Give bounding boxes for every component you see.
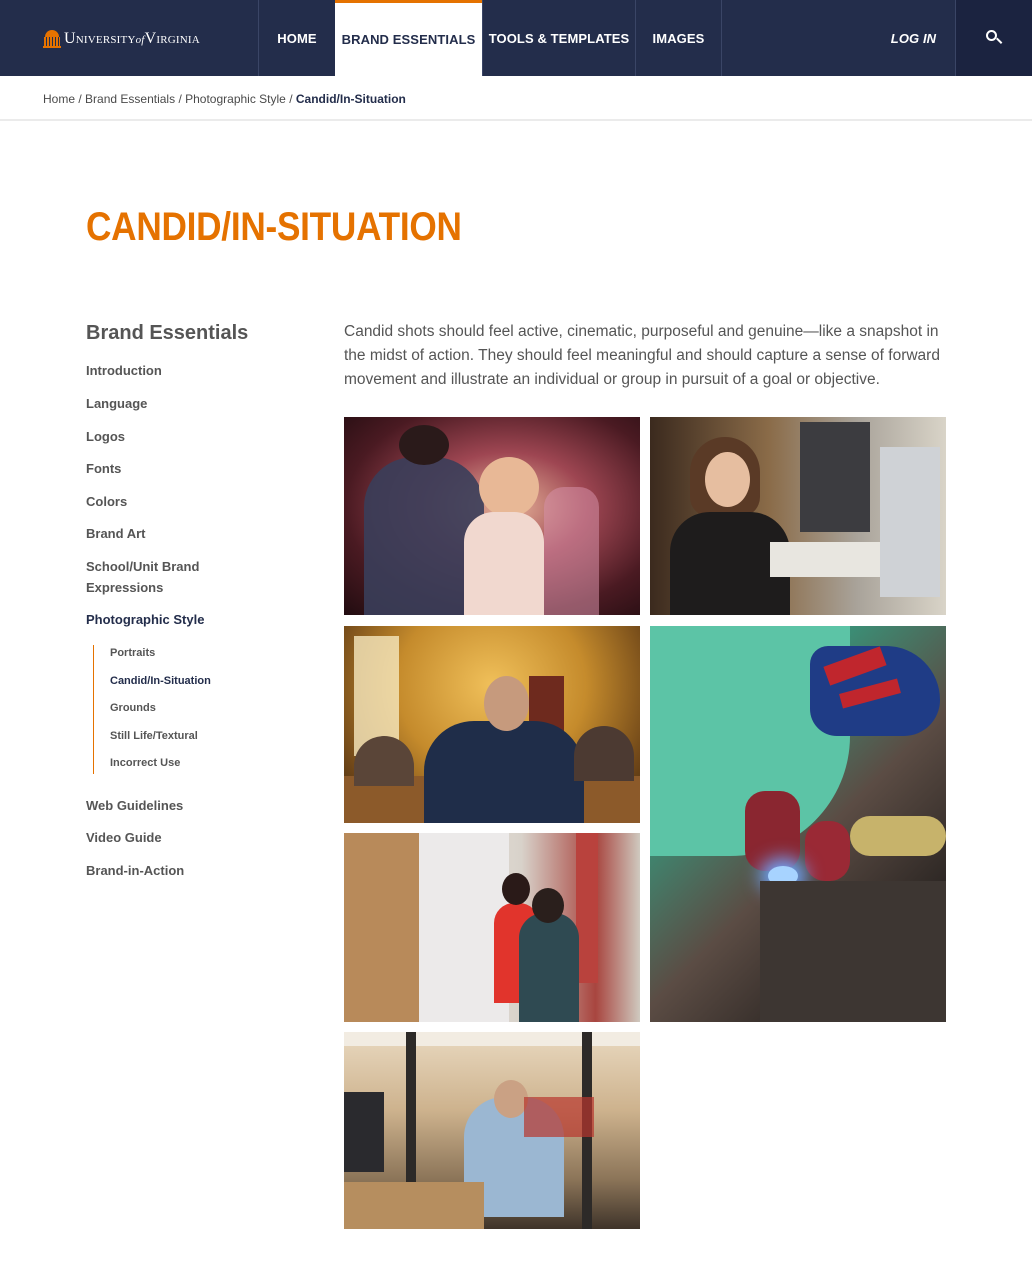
sidebar-item-web-guidelines[interactable]: Web Guidelines <box>86 798 184 813</box>
sidebar-item-language[interactable]: Language <box>86 396 148 411</box>
breadcrumb-separator: / <box>178 92 182 106</box>
photo-theater-performance <box>344 417 640 615</box>
nav-images[interactable]: IMAGES <box>635 0 722 76</box>
university-logo[interactable] <box>43 28 200 50</box>
sidebar-subitem-still-life[interactable]: Still Life/Textural <box>110 730 198 742</box>
photo-lab-microscope <box>650 417 946 615</box>
sidebar-subitem-candid[interactable]: Candid/In-Situation <box>110 675 211 687</box>
breadcrumb-divider <box>0 119 1032 121</box>
intro-paragraph: Candid shots should feel active, cinematic, purposeful and genuine—like a snapshot in the midst of action. They should feel meaningful and should capture a sense of forward movement and illustrate an individual or group in pursuit of a goal or objective. <box>344 323 940 388</box>
nav-home[interactable]: HOME <box>258 0 335 76</box>
photo-whiteboard-collaboration <box>344 833 640 1022</box>
breadcrumb-separator: / <box>289 92 293 106</box>
sidebar-subitem-incorrect-use[interactable]: Incorrect Use <box>110 757 181 769</box>
photo-seminar-classroom <box>344 626 640 823</box>
nav-brand-essentials[interactable]: BRAND ESSENTIALS <box>335 0 482 76</box>
breadcrumb-current: Candid/In-Situation <box>295 92 406 106</box>
subnav-rail <box>93 645 94 774</box>
sidebar-item-school-unit[interactable]: School/Unit Brand Expressions <box>86 559 200 595</box>
search-icon <box>986 30 1002 46</box>
search-button[interactable] <box>955 0 1032 76</box>
breadcrumb <box>43 92 406 106</box>
sidebar-subitem-portraits[interactable]: Portraits <box>110 647 156 659</box>
nav-tools-templates[interactable]: TOOLS & TEMPLATES <box>482 0 635 76</box>
sidebar-item-introduction[interactable]: Introduction <box>86 363 162 378</box>
top-navigation-bar <box>0 0 1032 76</box>
page-title: CANDID/IN-SITUATION <box>86 205 462 249</box>
sidebar-item-video-guide[interactable]: Video Guide <box>86 830 162 845</box>
login-link[interactable]: LOG IN <box>890 30 937 46</box>
logo-wordmark: UniversityofVirginia <box>64 30 200 47</box>
sidebar-item-photographic-style[interactable]: Photographic Style <box>86 612 205 627</box>
sidebar-item-brand-art[interactable]: Brand Art <box>86 526 146 541</box>
breadcrumb-brand-essentials[interactable]: Brand Essentials <box>85 92 176 106</box>
sidebar-heading: Brand Essentials <box>86 322 249 344</box>
sidebar-item-colors[interactable]: Colors <box>86 494 128 509</box>
breadcrumb-home[interactable]: Home <box>43 92 76 106</box>
sidebar-item-fonts[interactable]: Fonts <box>86 461 122 476</box>
breadcrumb-separator: / <box>78 92 82 106</box>
sidebar-item-brand-in-action[interactable]: Brand-in-Action <box>86 863 185 878</box>
photo-welder <box>650 626 946 1022</box>
breadcrumb-photographic-style[interactable]: Photographic Style <box>185 92 286 106</box>
photo-studio-desk <box>344 1032 640 1229</box>
sidebar-subitem-grounds[interactable]: Grounds <box>110 702 156 714</box>
sidebar-item-logos[interactable]: Logos <box>86 429 125 444</box>
rotunda-icon <box>43 30 61 48</box>
